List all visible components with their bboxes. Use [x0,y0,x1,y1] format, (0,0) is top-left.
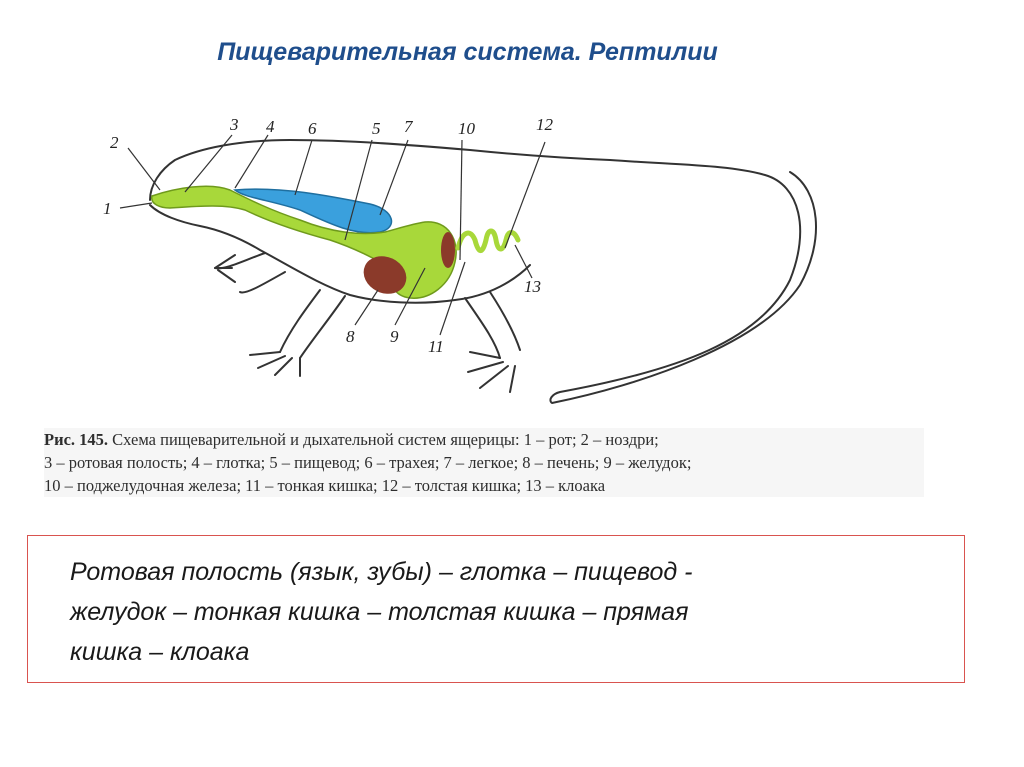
label-5: 5 [372,119,381,138]
summary-line-2: желудок – тонкая кишка – толстая кишка – прямая [70,598,689,626]
label-2: 2 [110,133,119,152]
label-11: 11 [428,337,444,356]
label-9: 9 [390,327,399,346]
intestine-coil [458,231,518,251]
label-7: 7 [404,117,413,136]
label-4: 4 [266,117,275,136]
caption-line-3: 10 – поджелудочная железа; 11 – тонкая кишка; 12 – толстая кишка; 13 – клоака [44,476,606,495]
label-3: 3 [230,115,239,134]
lizard-outline [150,140,816,403]
pancreas-shape [441,232,455,268]
summary-line-3: кишка – клоака [70,638,250,666]
label-8: 8 [346,327,355,346]
caption-line-2: 3 – ротовая полость; 4 – глотка; 5 – пищевод; 6 – трахея; 7 – легкое; 8 – печень; 9 – желудок; [44,453,692,472]
label-1: 1 [103,199,112,218]
label-13: 13 [524,277,541,296]
label-10: 10 [458,119,475,138]
caption-line-1-text: Схема пищеварительной и дыхательной систем ящерицы: 1 – рот; 2 – ноздри; [108,430,659,449]
caption-line-1 [44,428,924,451]
figure-number: Рис. 145. [44,430,109,449]
figure-caption [44,428,924,497]
summary-line-1: Ротовая полость (язык, зубы) – глотка – пищевод - [70,558,693,586]
digestive-sequence-text [70,552,955,672]
slide-title: Пищеварительная система. Рептилии [217,38,718,66]
label-6: 6 [308,119,317,138]
label-12: 12 [536,115,553,134]
